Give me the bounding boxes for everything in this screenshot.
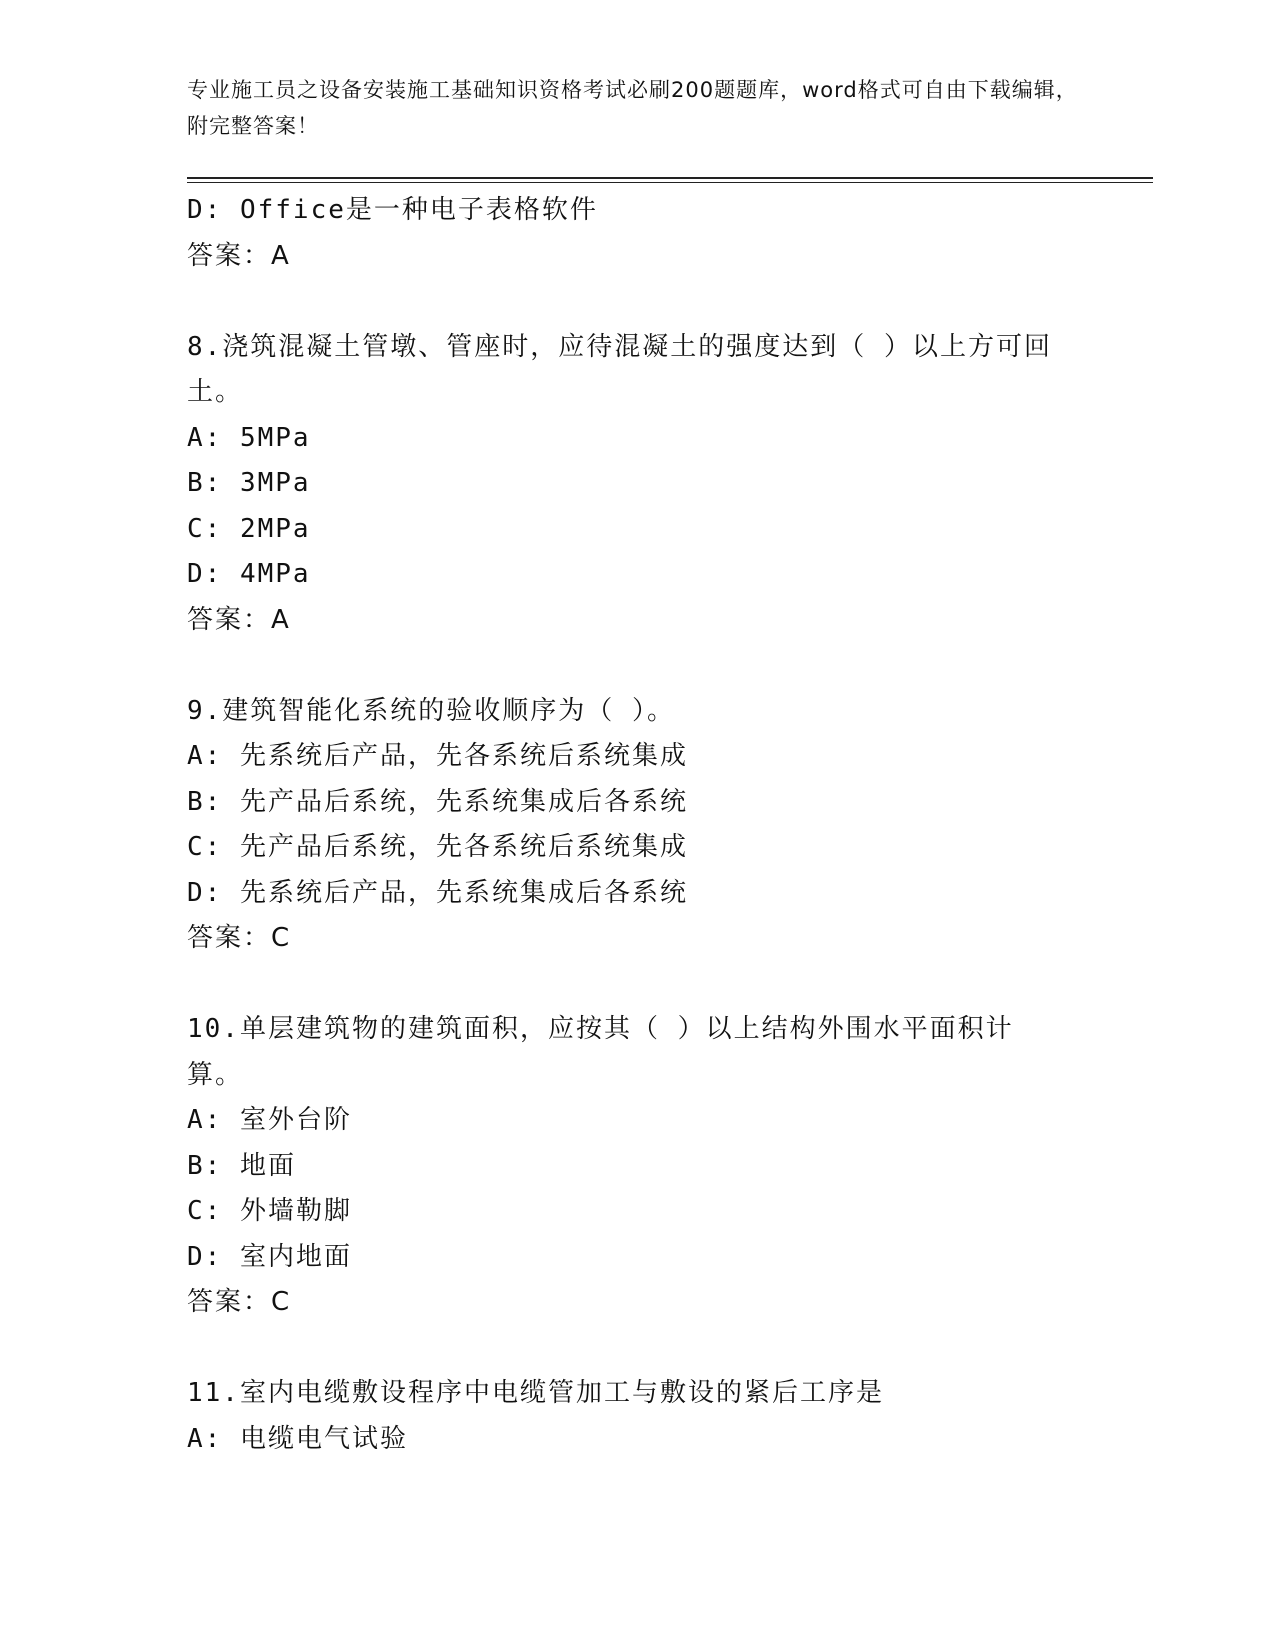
partial-question-7 <box>187 188 1087 279</box>
option-d: D: Office是一种电子表格软件 <box>187 195 598 225</box>
option-a: A: 室外台阶 <box>187 1105 352 1135</box>
question-9 <box>187 689 1087 962</box>
option-c: C: 先产品后系统，先各系统后系统集成 <box>187 832 688 862</box>
header-divider-thin <box>187 182 1153 183</box>
option-c: C: 2MPa <box>187 513 311 544</box>
spacer <box>187 643 1087 689</box>
question-stem: 10.单层建筑物的建筑面积，应按其（ ）以上结构外围水平面积计算。 <box>187 1014 1014 1090</box>
option-d: D: 室内地面 <box>187 1241 352 1272</box>
header-divider-thick <box>187 177 1153 179</box>
option-a: A: 电缆电气试验 <box>187 1423 408 1454</box>
answer: 答案：A <box>187 604 291 635</box>
spacer <box>187 962 1087 1008</box>
option-d: D: 先系统后产品，先系统集成后各系统 <box>187 877 688 908</box>
question-8 <box>187 325 1087 644</box>
document-header: 专业施工员之设备安装施工基础知识资格考试必刷200题题库，word格式可自由下载编辑，附完整答案！ <box>187 78 1078 138</box>
question-stem: 8.浇筑混凝土管墩、管座时，应待混凝土的强度达到（ ）以上方可回土。 <box>187 331 1052 407</box>
option-a: A: 先系统后产品，先各系统后系统集成 <box>187 741 688 771</box>
option-a: A: 5MPa <box>187 422 311 453</box>
option-d: D: 4MPa <box>187 559 311 589</box>
option-b: B: 地面 <box>187 1150 296 1181</box>
option-b: B: 3MPa <box>187 468 311 498</box>
spacer <box>187 1326 1087 1372</box>
question-stem: 11.室内电缆敷设程序中电缆管加工与敷设的紧后工序是 <box>187 1378 884 1408</box>
answer: 答案：A <box>187 240 291 271</box>
option-b: B: 先产品后系统，先系统集成后各系统 <box>187 786 688 817</box>
question-11 <box>187 1371 1087 1462</box>
question-list <box>187 188 1087 1462</box>
option-c: C: 外墙勒脚 <box>187 1196 352 1226</box>
answer: 答案：C <box>187 1287 292 1317</box>
answer: 答案：C <box>187 923 292 953</box>
question-10 <box>187 1007 1087 1326</box>
spacer <box>187 279 1087 325</box>
question-stem: 9.建筑智能化系统的验收顺序为（ ）。 <box>187 695 675 726</box>
